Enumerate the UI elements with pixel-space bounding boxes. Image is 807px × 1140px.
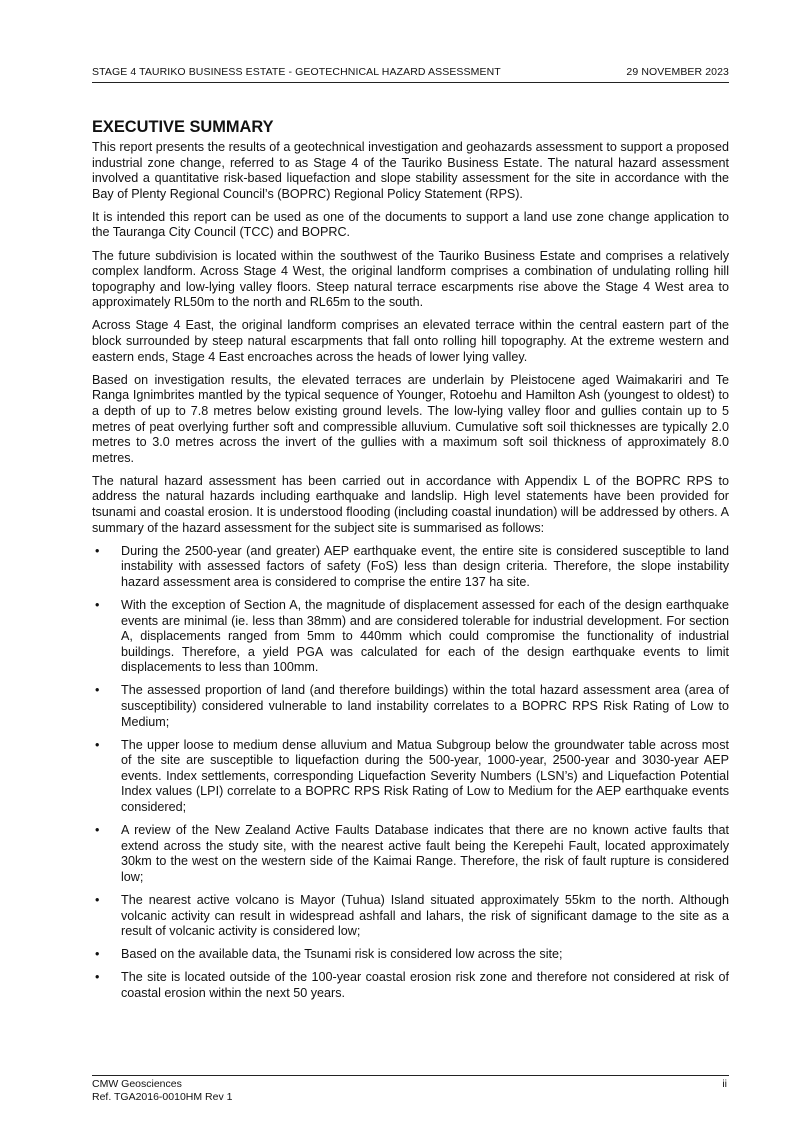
header-date: 29 NOVEMBER 2023 [626, 66, 729, 78]
paragraph: Based on investigation results, the elevated terraces are underlain by Pleistocene aged Waimakariri and Te Ranga Ignimbrites mantled by the typical sequence of Younger, Rotoehu and Hamilton Ash (youngest to oldest) to a depth of up to 7.8 metres below existing ground levels. The low-lying valley floor and gullies contain up to 5 metres of peat overlying further soft and compressible alluvium. Cumulative soft soil thicknesses are typically 2.0 metres to 3.0 metres across the invert of the gullies with a maximum soft soil thickness of approximately 8.0 metres. [92, 372, 729, 465]
list-item-text: During the 2500-year (and greater) AEP earthquake event, the entire site is considered susceptible to land instability with assessed factors of safety (FoS) less than design criteria. Therefore, the slope instability hazard assessment area is considered to comprise the entire 137 ha site. [121, 543, 729, 589]
list-item [92, 947, 729, 963]
footer-reference: Ref. TGA2016-0010HM Rev 1 [92, 1090, 233, 1103]
paragraph: Across Stage 4 East, the original landform comprises an elevated terrace within the central eastern part of the block surrounded by steep natural escarpments that fall onto rolling hill topography. At the extreme western and eastern ends, Stage 4 East encroaches across the heads of lower lying valley. [92, 318, 729, 364]
bullet-icon: • [95, 970, 100, 985]
list-item [92, 544, 729, 591]
list-item [92, 738, 729, 816]
list-item [92, 683, 729, 730]
hazard-summary-list [92, 544, 729, 1002]
list-item-text: A review of the New Zealand Active Faults Database indicates that there are no known active faults that extend across the study site, with the nearest active fault being the Kerepehi Fault, located approximately 30km to the west on the western side of the Kaimai Range. Therefore, the risk of fault rupture is considered low; [121, 823, 729, 884]
bullet-icon: • [95, 737, 100, 752]
bullet-icon: • [95, 947, 100, 962]
list-item [92, 970, 729, 1001]
list-item [92, 598, 729, 676]
list-item-text: Based on the available data, the Tsunami risk is considered low across the site; [121, 947, 563, 962]
list-item-text: With the exception of Section A, the magnitude of displacement assessed for each of the design earthquake events are minimal (ie. less than 38mm) and are considered tolerable for industrial development. For section A, displacements ranged from 5mm to 440mm which could compromise the functionality of industrial buildings. Therefore, a yield PGA was calculated for each of the design earthquake events to limit displacements to less than 100mm. [121, 597, 729, 675]
bullet-icon: • [95, 543, 100, 558]
bullet-icon: • [95, 893, 100, 908]
bullet-icon: • [95, 683, 100, 698]
section-title: EXECUTIVE SUMMARY [92, 118, 274, 136]
footer-divider [92, 1075, 729, 1076]
header-divider [92, 82, 729, 83]
main-content [92, 117, 729, 1009]
paragraph: It is intended this report can be used as one of the documents to support a land use zone change application to the Tauranga City Council (TCC) and BOPRC. [92, 209, 729, 240]
list-item-text: The assessed proportion of land (and therefore buildings) within the total hazard assessment area (area of susceptibility) considered vulnerable to land instability correlates to a BOPRC RPS Risk Rating of Low to Medium; [121, 683, 729, 729]
list-item [92, 823, 729, 885]
paragraph: The future subdivision is located within the southwest of the Tauriko Business Estate and comprises a relatively complex landform. Across Stage 4 West, the original landform comprises a combination of undulating rolling hill topography and low-lying valley floors. Steep natural terrace escarpments rise above the Stage 4 West area to approximately RL50m to the north and RL65m to the south. [92, 248, 729, 310]
footer-company: CMW Geosciences [92, 1078, 182, 1090]
page-footer [92, 1078, 729, 1103]
list-item-text: The site is located outside of the 100-year coastal erosion risk zone and therefore not considered at risk of coastal erosion within the next 50 years. [121, 970, 729, 1000]
page-header [92, 66, 729, 78]
list-item [92, 893, 729, 940]
bullet-icon: • [95, 823, 100, 838]
paragraph: This report presents the results of a geotechnical investigation and geohazards assessment to support a proposed industrial zone change, referred to as Stage 4 of the Tauriko Business Estate. The natural hazard assessment involved a quantitative risk-based liquefaction and slope stability assessment for the site in accordance with the Bay of Plenty Regional Council’s (BOPRC) Regional Policy Statement (RPS). [92, 140, 729, 201]
list-item-text: The nearest active volcano is Mayor (Tuhua) Island situated approximately 55km to the north. Although volcanic activity can result in widespread ashfall and lahars, the risk of significant damage to the site as a result of volcanic activity is considered low; [121, 893, 729, 939]
header-document-title: STAGE 4 TAURIKO BUSINESS ESTATE - GEOTECHNICAL HAZARD ASSESSMENT [92, 66, 501, 78]
paragraph: The natural hazard assessment has been carried out in accordance with Appendix L of the BOPRC RPS to address the natural hazards including earthquake and landslip. High level statements have been provided for tsunami and coastal erosion. It is understood flooding (including coastal inundation) will be addressed by others. A summary of the hazard assessment for the subject site is summarised as follows: [92, 473, 729, 535]
page-number: ii [722, 1078, 727, 1090]
list-item-text: The upper loose to medium dense alluvium and Matua Subgroup below the groundwater table across most of the site are susceptible to liquefaction during the 500-year, 1000-year, 2500-year and 3030-year AEP events. Index settlements, corresponding Liquefaction Severity Numbers (LSN’s) and Liquefaction Potential Index values (LPI) correlate to a BOPRC RPS Risk Rating of Low to Medium for the AEP earthquake events considered; [121, 737, 729, 815]
bullet-icon: • [95, 597, 100, 612]
